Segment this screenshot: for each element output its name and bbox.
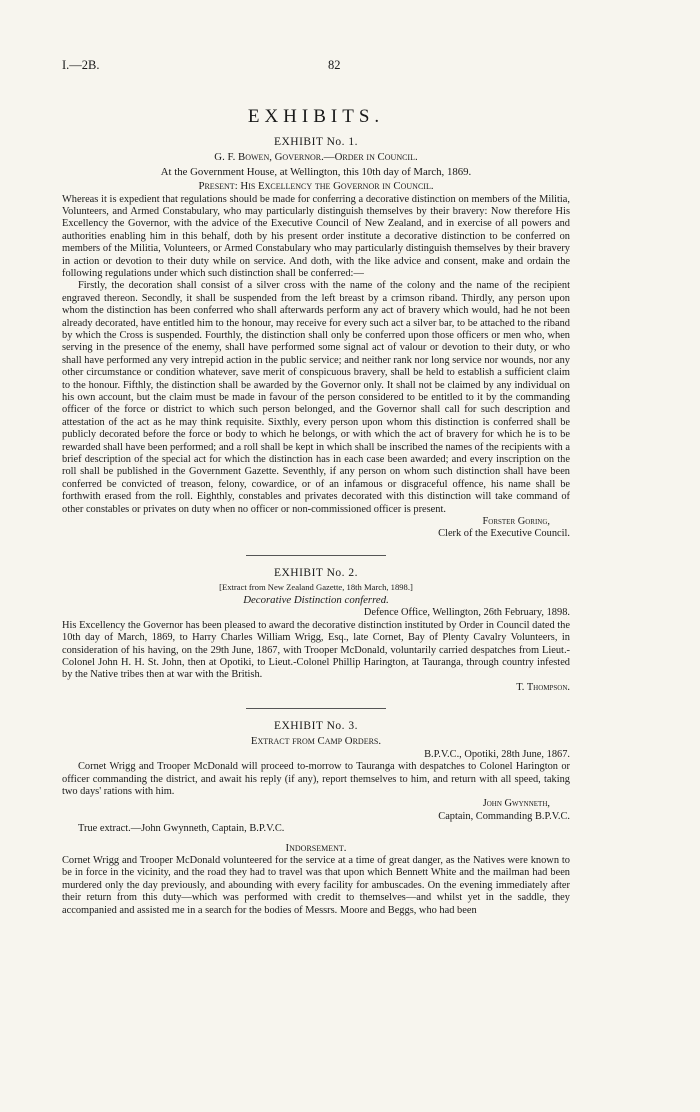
exhibit-2-extract-note: [Extract from New Zealand Gazette, 18th March, 1898.] — [219, 581, 413, 592]
exhibit-3-subheading: Extract from Camp Orders. — [250, 735, 382, 748]
section-divider — [246, 555, 386, 556]
exhibit-3-dateline: B.P.V.C., Opotiki, 28th June, 1867. — [424, 748, 570, 760]
document-reference: I.—2B. — [62, 58, 100, 72]
running-head — [62, 58, 570, 76]
exhibit-1-present-line: Present: His Excellency the Governor in Council. — [198, 180, 434, 192]
exhibit-1-preamble: Whereas it is expedient that regulations should be made for conferring a decorative distinction on members of the Militia, Volunteers, and Armed Constabulary, who may particularly distinguish themselves by their bravery: Now therefore His Excellency the Governor, with the advice of the Executive Council of New Zealand, and in exercise of all powers and authorities enabling him in this behalf, doth by his present order institute a decorative distinction to be conferred on members of the Militia, Volunteers, or Armed Constabulary who may particularly distinguish themselves by their bravery in action or devotion to their duty while on service. And doth, with the like advice and consent, make and ordain the following regulations under which such distinction shall be conferred:— — [62, 193, 570, 279]
page-title: EXHIBITS. — [247, 106, 385, 127]
exhibit-1-heading: EXHIBIT No. 1. — [273, 136, 359, 148]
document-page — [62, 58, 570, 917]
exhibit-1-signature-title: Clerk of the Executive Council. — [438, 528, 570, 540]
exhibit-3-endorsement-heading: Indorsement. — [285, 841, 347, 854]
exhibit-3-signature-title: Captain, Commanding B.P.V.C. — [438, 810, 570, 822]
exhibit-1-order-line: G. F. Bowen, Governor.—Order in Council. — [214, 151, 418, 163]
exhibit-1-location-line: At the Government House, at Wellington, this 10th day of March, 1869. — [160, 165, 472, 178]
exhibit-1-signature-name: Forster Goring, — [482, 516, 550, 528]
exhibit-1-regulations: Firstly, the decoration shall consist of a silver cross with the name of the colony and the name of the recipient engraved thereon. Secondly, it shall be suspended from the left breast by a crimson riband. Thirdly, any person upon whom the distinction has been conferred who shall afterwards perform any act of bravery which would, had he not been already decorated, have entitled him to the honour, may receive for every such act a silver bar, to be attached to the riband by which the Cross is suspended. Fourthly, the distinction shall only be conferred upon those officers or men who, when serving in the presence of the enemy, shall have performed some signal act of valour or devotion to their duty, or who shall have performed any very intrepid action in the public service; and neither rank nor long service nor wounds, nor any other circumstance or condition whatever, save merit of conspicuous bravery, shall be held to establish a sufficient claim to the honour. Fifthly, the distinction shall be awarded by the Governor only. It shall not be claimed by any individual on his own account, but the claim must be made in favour of the person considered to be entitled to it by the commanding officer of the force or district to which such person belonged, and the Governor shall call for such description and attestation of the act as he may think requisite. Sixthly, every person upon whom this distinction is conferred shall be publicly decorated before the force or body to which he belongs, or with which the act of bravery for which he is to be rewarded shall have been performed; and a roll shall be kept in which shall be inscribed the names of the recipients with a brief description of the special act for which the distinction has in each case been awarded; and every inscription on the roll shall be published in the Government Gazette. Seventhly, if any person on whom such distinction shall have been conferred be convicted of treason, felony, cowardice, or of an infamous or disgraceful offence, his name shall be forthwith erased from the roll. Eighthly, constables and privates decorated with this distinction will take command of other constables or privates on duty when no officer or non-commissioned officer is present. — [62, 280, 570, 515]
exhibit-3-endorsement: Cornet Wrigg and Trooper McDonald volunteered for the service at a time of great danger, as the Natives were known to be in force in the vicinity, and the road they had to travel was that upon which Bennett White and the mailman had been murdered only the day previously, and abounding with every facility for ambuscades. On the evening immediately after their return from this duty—which was performed with credit to themselves—and whilst yet in the saddle, they accompanied and assisted me in a search for the bodies of Messrs. Moore and Beggs, who had been — [62, 855, 570, 916]
exhibit-2-dateline: Defence Office, Wellington, 26th February, 1898. — [363, 607, 570, 619]
exhibit-3-signature-name: John Gwynneth, — [482, 798, 550, 810]
exhibit-3-true-extract: True extract.—John Gwynneth, Captain, B.P.V.C. — [78, 823, 285, 835]
exhibit-2-heading: EXHIBIT No. 2. — [273, 566, 359, 579]
exhibit-3-order: Cornet Wrigg and Trooper McDonald will proceed to-morrow to Tauranga with despatches to Colonel Harington or officer commanding the district, and await his reply (if any), report themselves to him, and return with all speed, taking two days' rations with him. — [62, 761, 570, 797]
exhibit-2-subtitle: Decorative Distinction conferred. — [243, 593, 389, 606]
exhibit-2-body: His Excellency the Governor has been pleased to award the decorative distinction instituted by Order in Council dated the 10th day of March, 1869, to Harry Charles William Wrigg, Esq., late Cornet, Bay of Plenty Cavalry Volunteers, in consideration of his having, on the 29th June, 1867, with Trooper McDonald, voluntarily carried despatches from Lieut.-Colonel John H. H. St. John, then at Opotiki, to Lieut.-Colonel Phillip Harington, at Tauranga, through country infested by the Native tribes then at war with the British. — [62, 619, 570, 681]
exhibit-3-heading: EXHIBIT No. 3. — [273, 720, 359, 733]
page-number: 82 — [328, 58, 341, 72]
section-divider — [246, 708, 386, 709]
exhibit-2-signature: T. Thompson. — [516, 681, 570, 693]
